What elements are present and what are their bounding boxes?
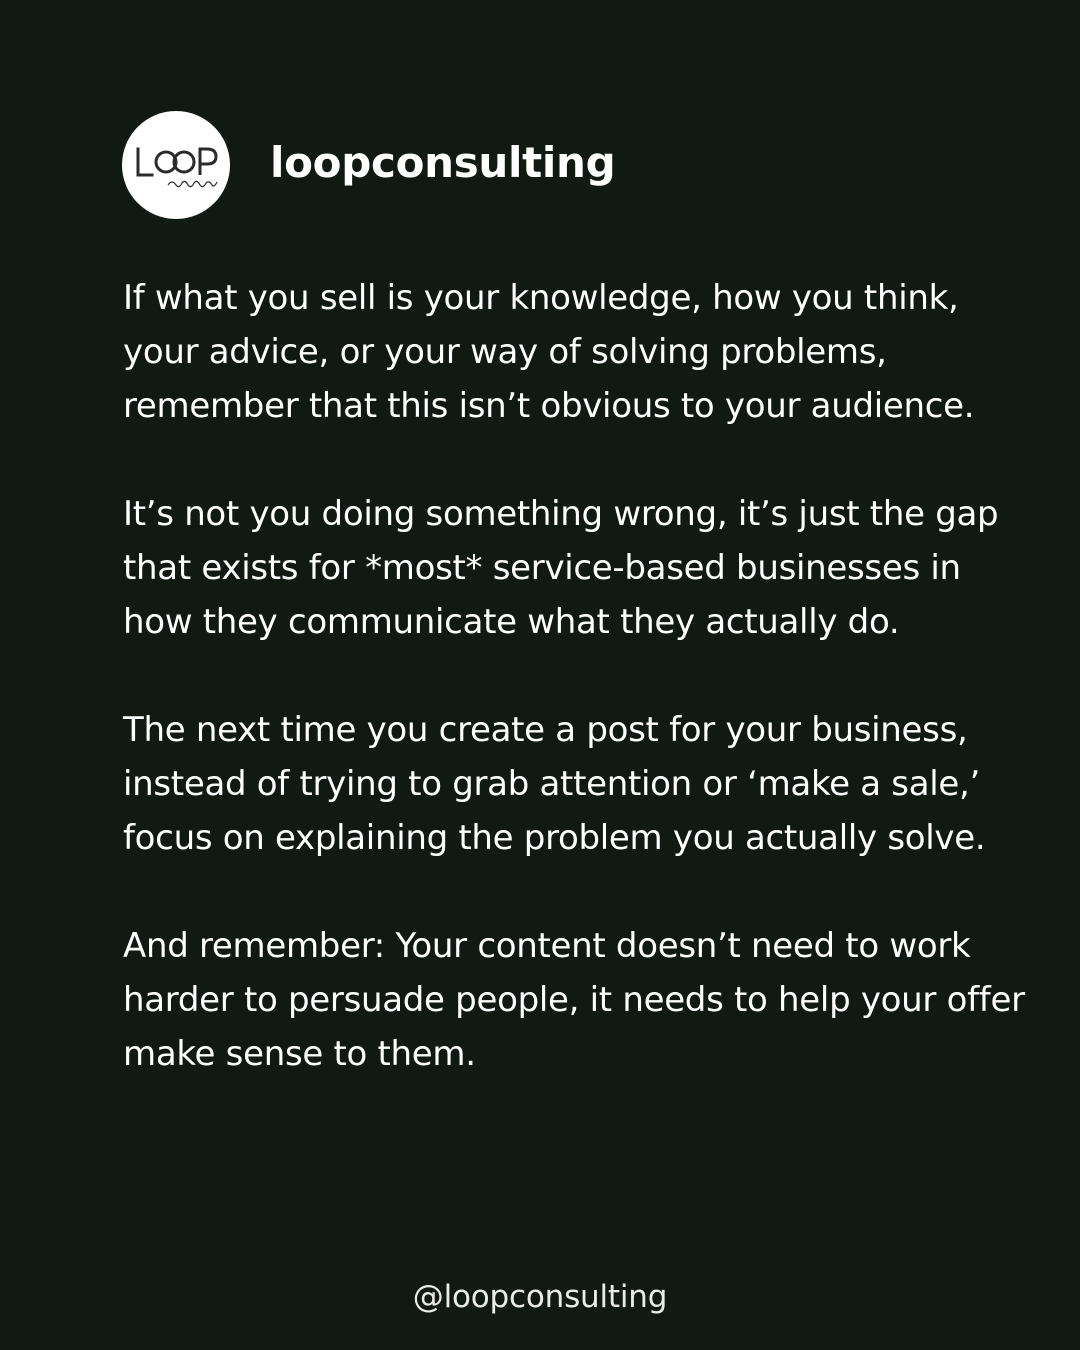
paragraph-3: The next time you create a post for your business, instead of trying to grab attention or ‘make a sale,’ focus on explaining the problem you actually solve. (123, 710, 986, 858)
post-text (123, 271, 1028, 1081)
paragraph-4: And remember: Your content doesn’t need to work harder to persuade people, it needs to help your offer make sense to them. (123, 926, 1025, 1074)
footer-handle: @loopconsulting (412, 1279, 668, 1315)
avatar[interactable] (122, 111, 230, 219)
paragraph-2: It’s not you doing something wrong, it’s just the gap that exists for *most* service-based businesses in how they communicate what they actually do. (123, 494, 999, 642)
loop-logo-icon (132, 135, 220, 195)
account-name[interactable]: loopconsulting (270, 138, 616, 187)
profile-header (122, 111, 615, 219)
paragraph-1: If what you sell is your knowledge, how you think, your advice, or your way of solving problems, remember that this isn’t obvious to your audience. (123, 278, 975, 426)
